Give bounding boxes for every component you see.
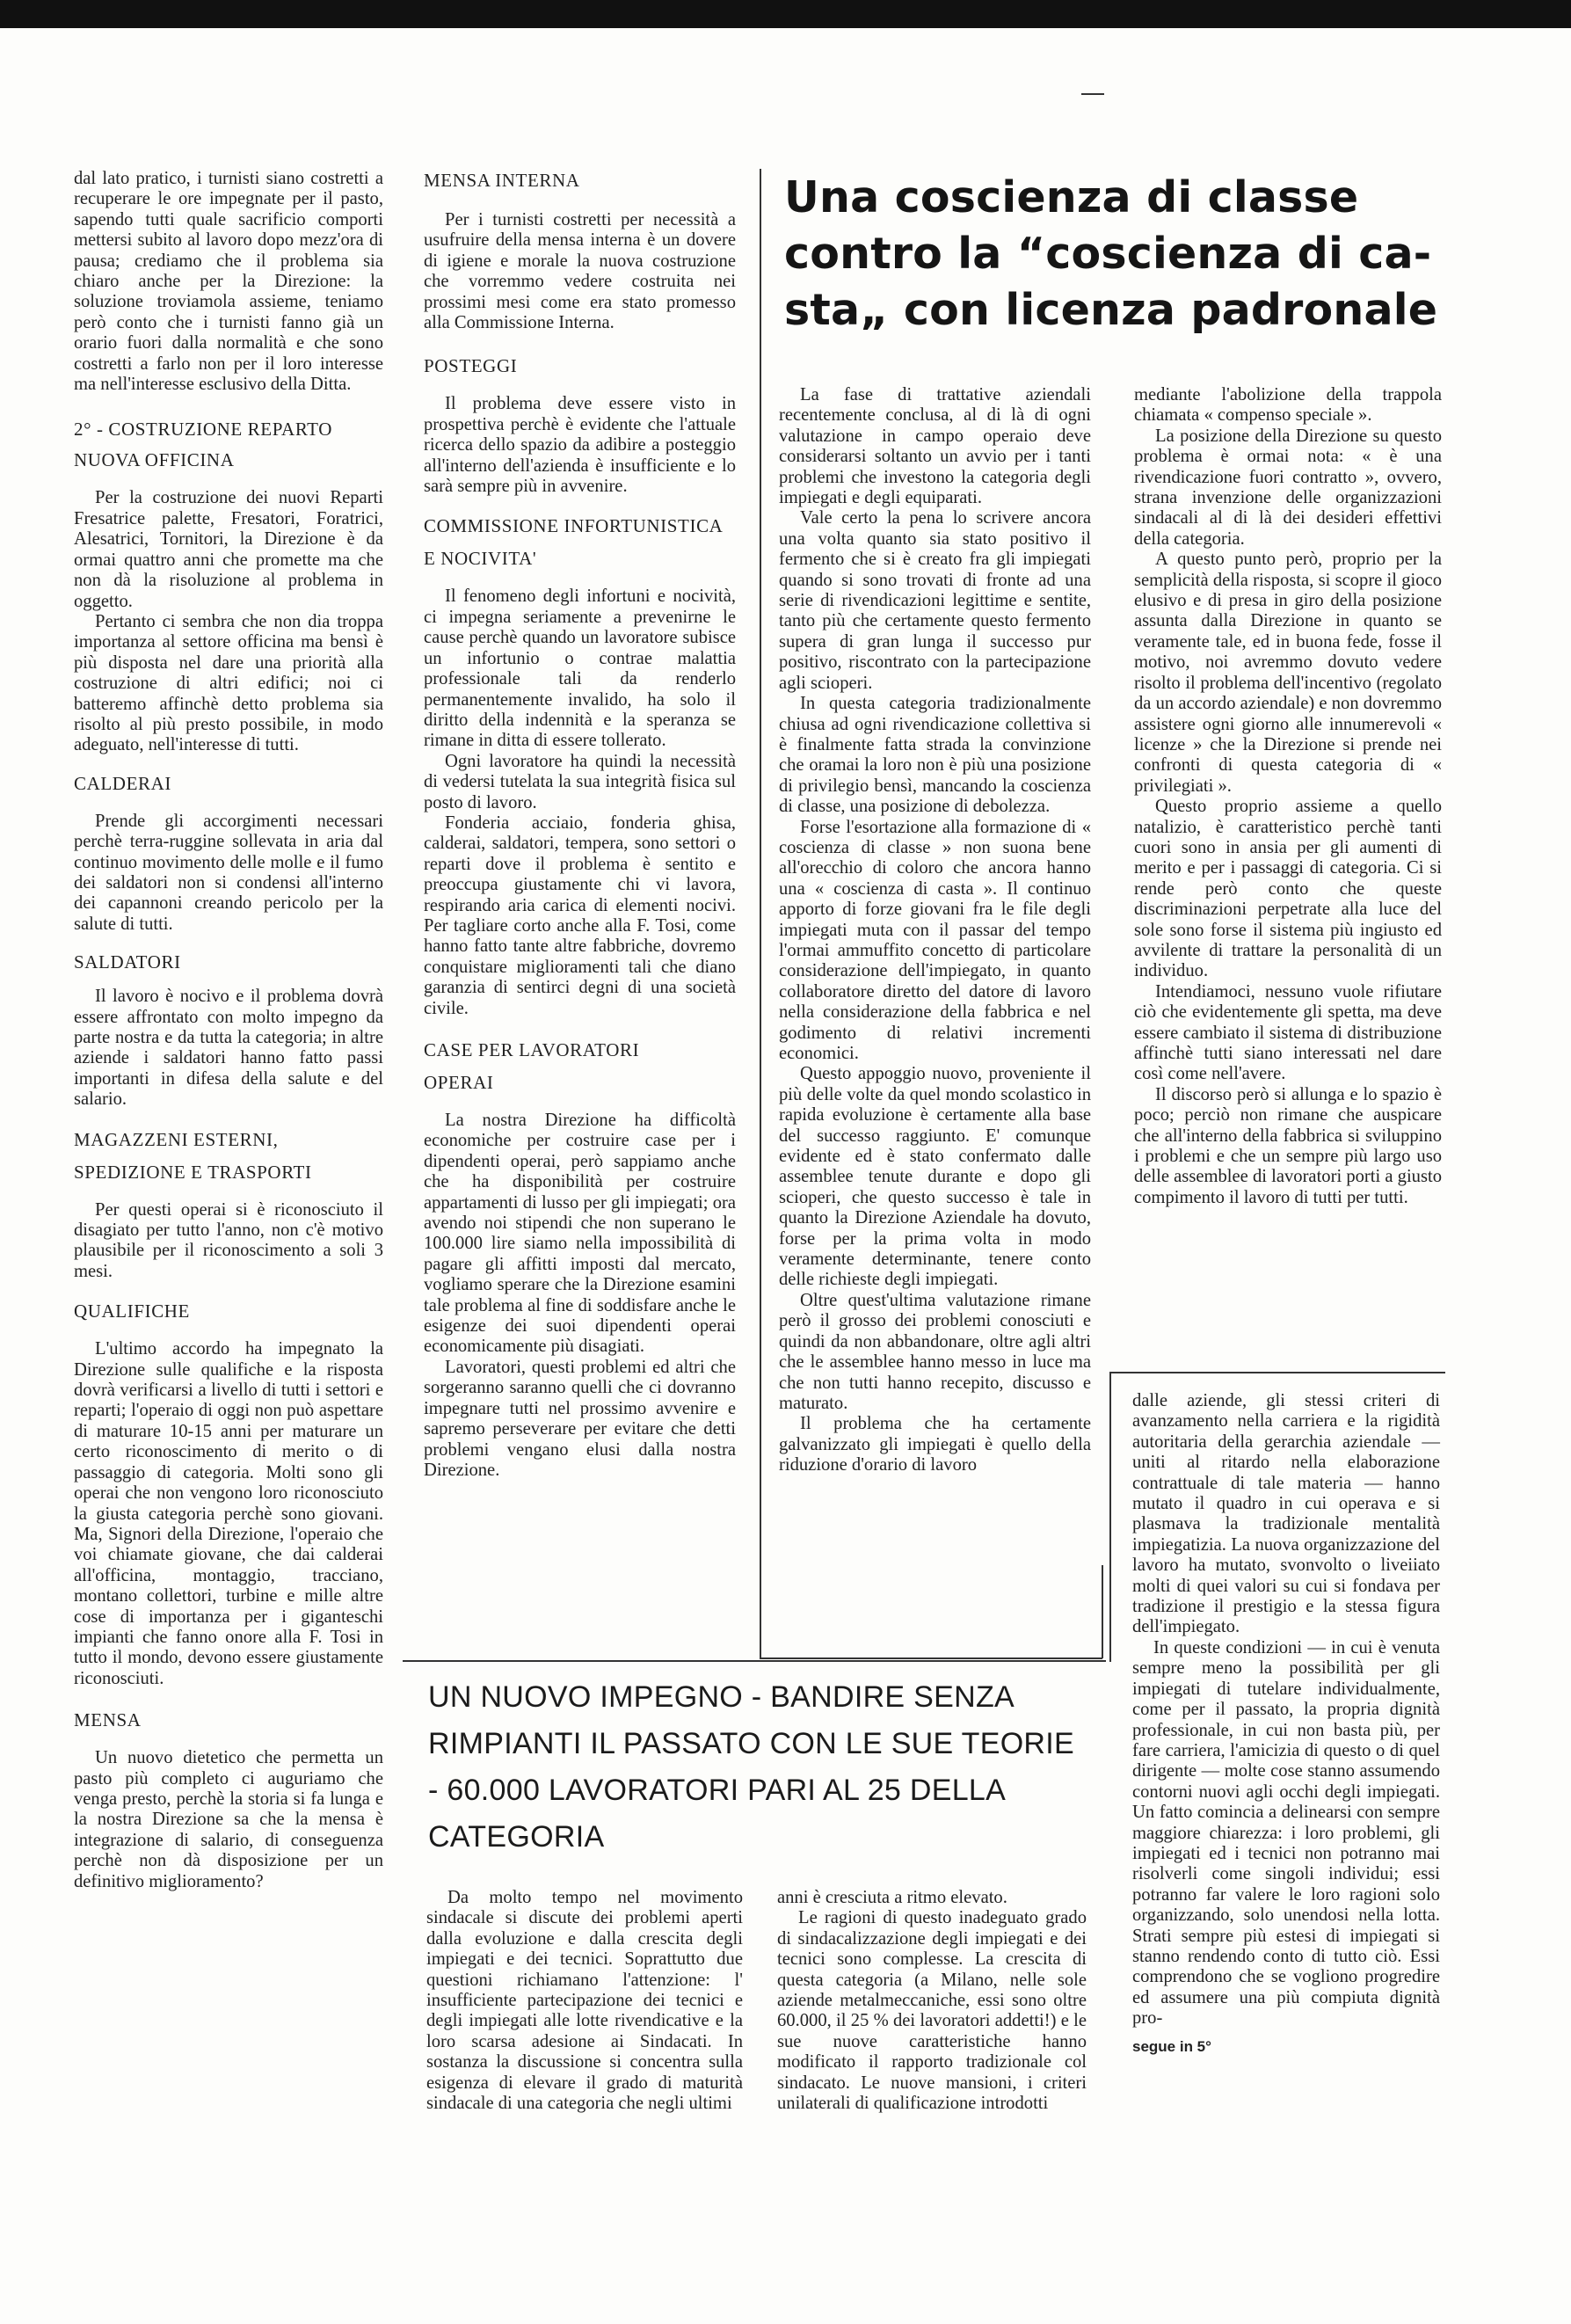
- article1-a-paragraph-6: Oltre quest'ultima valutazione rimane però il grosso dei problemi conosciuti e quindi da non abbandonare, oltre agli altri che le assemblee hanno messo in luce ma che non tutti hanno recepito, discusso e maturato.: [779, 1290, 1091, 1413]
- article2-box-left-rule: [1109, 1372, 1111, 1662]
- scan-top-border: [0, 0, 1571, 28]
- heading-operai: OPERAI: [424, 1072, 494, 1093]
- continued-on-page: segue in 5°: [1132, 2037, 1211, 2055]
- article1-column-a: [779, 385, 1091, 1476]
- calderai-paragraph: Prende gli accorgimenti necessari perchè terra-ruggine sollevata in aria dal continuo movimento delle molle e il fumo dei saldatori non si condensi all'interno dei capannoni creando pericolo per la salute di tutti.: [74, 811, 383, 934]
- magazzeni-paragraph: Per questi operai si è riconosciuto il disagiato per tutto l'anno, non c'è motivo plausibile per il riconoscimento a soli 3 mesi.: [74, 1199, 383, 1281]
- heading-saldatori: SALDATORI: [74, 951, 181, 973]
- article2-b-paragraph-1: anni è cresciuta a ritmo elevato.: [777, 1888, 1007, 1907]
- article1-headline-line-3: sta„ con licenza padronale: [784, 285, 1438, 335]
- heading-mensa: MENSA: [74, 1709, 142, 1731]
- heading-nuova-officina: NUOVA OFFICINA: [74, 449, 235, 471]
- page-mark: [1081, 93, 1104, 95]
- mensa-interna-paragraph: Per i turnisti costretti per necessità a usufruire della mensa interna è un dovere di igiene e morale la nuova costruzione che vorremmo vedere costruita nei prossimi mesi come era stato promesso alla Commissione Interna.: [424, 210, 736, 333]
- article1-b-paragraph-6: Il discorso però si allunga e lo spazio è poco; perciò non rimane che auspicare che all'interno della fabbrica si sviluppino i problemi e che un sempre più largo uso delle assemblee di lavoratori porti a giusto compimento il lavoro di tutti per tutti.: [1134, 1084, 1442, 1207]
- article1-a-paragraph-7: Il problema che ha certamente galvanizzato gli impiegati è quello della riduzione d'orario di lavoro: [779, 1414, 1091, 1475]
- article1-headline-line-1: Una coscienza di classe: [784, 172, 1359, 222]
- costruzione-paragraph-1: Per la costruzione dei nuovi Reparti Fresatrice palette, Fresatori, Foratrici, Alesatrici, Tornitori, la Direzione è da ormai quattro anni che promette ma che non dà la risoluzione al problema in oggetto.: [74, 488, 383, 611]
- article1-left-rule: [760, 169, 761, 1659]
- article1-b-paragraph-4: Questo proprio assieme a quello natalizio, è caratteristico perchè tanti cuori sono in ansia per gli aumenti di merito e per i passaggi di categoria. Ci si rende però conto che queste discriminazioni perpetrate alla luce del sole sono forse il sistema più ingiusto ed avvilente di trattare la personalità di un individuo.: [1134, 797, 1442, 981]
- heading-mensa-interna: MENSA INTERNA: [424, 170, 580, 191]
- article1-headline-line-2: contro la “coscienza di ca-: [784, 229, 1432, 279]
- article1-a-paragraph-5: Questo appoggio nuovo, proveniente il più delle volte da quel mondo scolastico in rapida evoluzione è certamente alla base del successo raggiunto. E' comunque evidente ed è stato confermato dalle assemblee tenute durante e dopo gli scioperi, che questo successo è tale in quanto la Direzione Aziendale ha dovuto, forse per la prima volta in modo veramente determinante, tenere conto delle richieste degli impiegati.: [779, 1064, 1091, 1290]
- heading-magazzeni: MAGAZZENI ESTERNI,: [74, 1128, 279, 1150]
- article2-column-a: [426, 1888, 743, 2114]
- article1-column-b: [1134, 385, 1442, 1208]
- commissione-paragraph-2: Ogni lavoratore ha quindi la necessità di vedersi tutelata la sua integrità fisica sul posto di lavoro.: [424, 751, 736, 812]
- article1-right-rule: [1102, 1565, 1103, 1658]
- article1-b-paragraph-3: A questo punto però, proprio per la semplicità della risposta, si scopre il gioco elusivo e di presa in giro della posizione assunta dalla Direzione in quanto se veramente tale, ed in buona fede, fosse il motivo, noi avremmo dovuto vedere risolto il problema dell'incentivo (regolato da un accordo aziendale) e non dovremmo assistere ogni giorno alle innumerevoli « licenze » che la Direzione si prende nei confronti di questa categoria di « privilegiati ».: [1134, 550, 1442, 796]
- article1-headline: [784, 170, 1444, 339]
- heading-spedizione: SPEDIZIONE E TRASPORTI: [74, 1161, 312, 1183]
- article1-a-paragraph-4: Forse l'esortazione alla formazione di « coscienza di classe » non suona bene all'orecchio di coloro che ancora hanno una « coscienza di casta ». Il continuo apporto di forze giovani fra le file degli impiegati muta con il passar del tempo l'ormai ammuffito concetto di particolare considerazione dell'impiegato, in quanto collaboratore diretto del datore di lavoro nella considerazione della fabbrica e nel godimento di relativi incrementi economici.: [779, 817, 1091, 1063]
- commissione-paragraph-3: Fonderia acciaio, fonderia ghisa, calderai, saldatori, tempera, sono settori o reparti dove il problema è sentito e preoccupa giustamente chi vi lavora, respirando aria carica di elementi nocivi. Per tagliare corto anche alla F. Tosi, come hanno fatto tante altre fabbriche, dovremo conquistare miglioramenti tali che diano garanzia di sentirci degni di una società civile.: [424, 812, 736, 1018]
- column-1: [74, 169, 383, 1892]
- article1-a-paragraph-1: La fase di trattative aziendali recentemente conclusa, al di là di ogni valutazione in campo operaio deve considerarsi soltanto un avvio per i tanti problemi che investono la categoria degli impiegati e degli equiparati.: [779, 385, 1091, 508]
- case-paragraph-1: La nostra Direzione ha difficoltà economiche per costruire case per i dipendenti operai, però sappiamo anche che ha disponibilità per costruire appartamenti di lusso per gli impiegati; ora avendo noi stipendi che non superano le 100.000 lire siamo nella impossibilità di pagare gli affitti imposti dal mercato, vogliamo sperare che la Direzione esamini tale problema al fine di soddisfare anche le esigenze dei suoi dipendenti operai economicamente più disagiati.: [424, 1111, 736, 1357]
- col1-intro: dal lato pratico, i turnisti siano costretti a recuperare le ore impegnate per il pasto, sapendo tutti quale sacrificio comporti mettersi subito al lavoro dopo mezz'ora di pausa; crediamo che il problema sia chiaro anche per la Direzione: la soluzione troviamola assieme, teniamo però conto che i turnisti fanno già un orario fuori dalla normalità e che sono costretti a farlo non per il loro interesse ma nell'interesse esclusivo della Ditta.: [74, 169, 383, 395]
- article2-c-paragraph-2: In queste condizioni — in cui è venuta sempre meno la possibilità per gli impiegati di tutelare individualmente, come per il passato, la propria dignità professionale, in cui non basta più, per fare carriera, l'amicizia di questo o di quel dirigente — molte cose stanno assumendo contorni nuovi agli occhi degli impiegati. Un fatto comincia a delinearsi con sempre maggiore chiarezza: i loro problemi, gli impiegati ed i tecnici non potranno mai risolverli come singoli individui; essi potranno far valere le loro ragioni solo organizzando, solo unendosi nella lotta. Strati sempre più estesi di impiegati si stanno rendendo conto di tutto ciò. Essi comprendono che se vogliono progredire ed assumere una più compiuta dignità pro-: [1132, 1637, 1440, 2029]
- article2-box-top-rule: [1109, 1372, 1445, 1373]
- article2-headline-line-3: - 60.000 LAVORATORI PARI AL 25 DELLA: [428, 1774, 1007, 1807]
- qualifiche-paragraph: L'ultimo accordo ha impegnato la Direzione sulle qualifiche e la risposta dovrà verificarsi a livello di tutti i settori e reparti; l'operaio di oggi non può aspettare di maturare 10-15 anni per maturare un certo riconoscimento di merito o di passaggio di categoria. Molti sono gli operai che non vengono loro riconosciuto la giusta categoria perchè sono giovani. Ma, Signori della Direzione, l'operaio che voi chiamate giovane, che dai calderai all'officina, montaggio, tracciano, montano collettori, turbine e mille altre cose di importanza per i giganteschi impianti che fanno onore alla F. Tosi in tutto il mondo, devono essere giustamente riconosciuti.: [74, 1339, 383, 1688]
- article1-b-paragraph-2: La posizione della Direzione su questo problema è ormai nota: « è una rivendicazione fuori contratto », ovvero, strana invenzione delle organizzazioni sindacali al di là dei desideri effettivi della categoria.: [1134, 426, 1442, 549]
- article1-b-paragraph-5: Intendiamoci, nessuno vuole rifiutare ciò che evidentemente gli spetta, ma deve essere cambiato il sistema di distribuzione affinchè tutti siano interessati nel dare così come nell'avere.: [1134, 981, 1442, 1084]
- article1-a-paragraph-3: In questa categoria tradizionalmente chiusa ad ogni rivendicazione collettiva si è finalmente fatta strada la convinzione che oramai la loro non è più una posizione di privilegio bensì, mancando la coscienza di classe, una posizione di debolezza.: [779, 694, 1091, 817]
- article2-c-paragraph-1: dalle aziende, gli stessi criteri di avanzamento nella carriera e la rigidità autoritaria della gerarchia aziendale — uniti al ritardo nella elaborazione contrattuale di tale materia — hanno mutato il quadro in cui operava e si plasmava la tradizionale mentalità impiegatizia. La nuova organizzazione del lavoro ha mutato, svonvolto o liveiiato molti di quei valori su cui si fondava per tradizione il prestigio e la stessa figura dell'impiegato.: [1132, 1391, 1440, 1637]
- article2-a-paragraph-1: Da molto tempo nel movimento sindacale si discute dei problemi aperti dalla evoluzione e dalla crescita degli impiegati e dei tecnici. Soprattutto due questioni richiamano l'attenzione: l' insufficiente partecipazione dei tecnici e degli impiegati alle lotte rivendicative e la loro scarsa adesione ai Sindacati. In sostanza la discussione si concentra sulla esigenza di elevare il grado di maturità sindacale di una categoria che negli ultimi: [426, 1888, 743, 2114]
- heading-nocivita: E NOCIVITA': [424, 548, 537, 570]
- article2-column-c: [1132, 1391, 1440, 2057]
- heading-commissione: COMMISSIONE INFORTUNISTICA: [424, 515, 724, 537]
- column-2: [424, 169, 736, 1481]
- commissione-paragraph-1: Il fenomeno degli infortuni e nocività, ci impegna seriamente a prevenirne le cause perchè quando un lavoratore subisce un infortunio o contrae malattia professionale tali da renderlo permanentemente invalido, ha solo il diritto della indennità e la speranza se rimane in ditta di essere tollerato.: [424, 586, 736, 751]
- article1-b-paragraph-1: mediante l'abolizione della trappola chiamata « compenso speciale ».: [1134, 385, 1442, 426]
- posteggi-paragraph: Il problema deve essere visto in prospettiva perchè è evidente che l'attuale ricerca dello spazio da adibire a posteggio all'interno dell'azienda è insufficiente e lo sarà sempre più in avvenire.: [424, 394, 736, 497]
- case-paragraph-2: Lavoratori, questi problemi ed altri che sorgeranno saranno quelli che ci dovranno impegnare tutti nel prossimo avvenire e sapremo perseverare per evitare che detti problemi vengano elusi dalla nostra Direzione.: [424, 1357, 736, 1480]
- article2-headline: [428, 1674, 1114, 1861]
- heading-posteggi: POSTEGGI: [424, 355, 518, 377]
- mensa-paragraph: Un nuovo dietetico che permetta un pasto più completo ci auguriamo che venga presto, perchè la storia si fa lunga e la nostra Direzione sa che la mensa è integrazione di salario, di conseguenza perchè non dà disposizione per un definitivo miglioramento?: [74, 1748, 383, 1891]
- article2-column-b: [777, 1888, 1087, 2114]
- heading-qualifiche: QUALIFICHE: [74, 1300, 190, 1322]
- heading-costruzione: 2° - COSTRUZIONE REPARTO: [74, 419, 332, 441]
- article1-a-paragraph-2: Vale certo la pena lo scrivere ancora una volta quanto sia stato positivo il fermento che si è creato fra gli impiegati quando si sono trovati di fronte ad una serie di rivendicazioni legittime e sentite, tanto più che certamente questo fermento supera di gran lunga il successo pur positivo, riscontrato con la partecipazione agli scioperi.: [779, 508, 1091, 693]
- article2-top-rule: [403, 1660, 1106, 1662]
- heading-case: CASE PER LAVORATORI: [424, 1039, 640, 1060]
- article2-b-paragraph-2: Le ragioni di questo inadeguato grado di sindacalizzazione degli impiegati e dei tecnici sono complesse. La crescita di questa categoria (a Milano, nelle sole aziende metalmeccaniche, essi sono oltre 60.000, il 25 % dei lavoratori addetti!) e le sue nuove caratteristiche hanno modificato il rapporto tradizionale col sindacato. Le nuove mansioni, i criteri unilaterali di qualificazione introdotti: [777, 1908, 1087, 2114]
- costruzione-paragraph-2: Pertanto ci sembra che non dia troppa importanza al settore officina ma bensì è più disposta nel dare una priorità alla costruzione di altri edifici; noi ci batteremo affinchè detto problema sia risolto al più presto possibile, in modo adeguato, nell'interesse di tutti.: [74, 611, 383, 755]
- article2-headline-line-4: CATEGORIA: [428, 1820, 605, 1854]
- article2-headline-line-1: UN NUOVO IMPEGNO - BANDIRE SENZA: [428, 1680, 1015, 1714]
- article2-headline-line-2: RIMPIANTI IL PASSATO CON LE SUE TEORIE: [428, 1727, 1075, 1760]
- article1-bottom-rule: [760, 1657, 1102, 1659]
- heading-calderai: CALDERAI: [74, 772, 171, 794]
- saldatori-paragraph: Il lavoro è nocivo e il problema dovrà essere affrontato con molto impegno da parte nostra e da tutta la categoria; in altre aziende i saldatori hanno fatto passi importanti in difesa della salute e del salario.: [74, 987, 383, 1110]
